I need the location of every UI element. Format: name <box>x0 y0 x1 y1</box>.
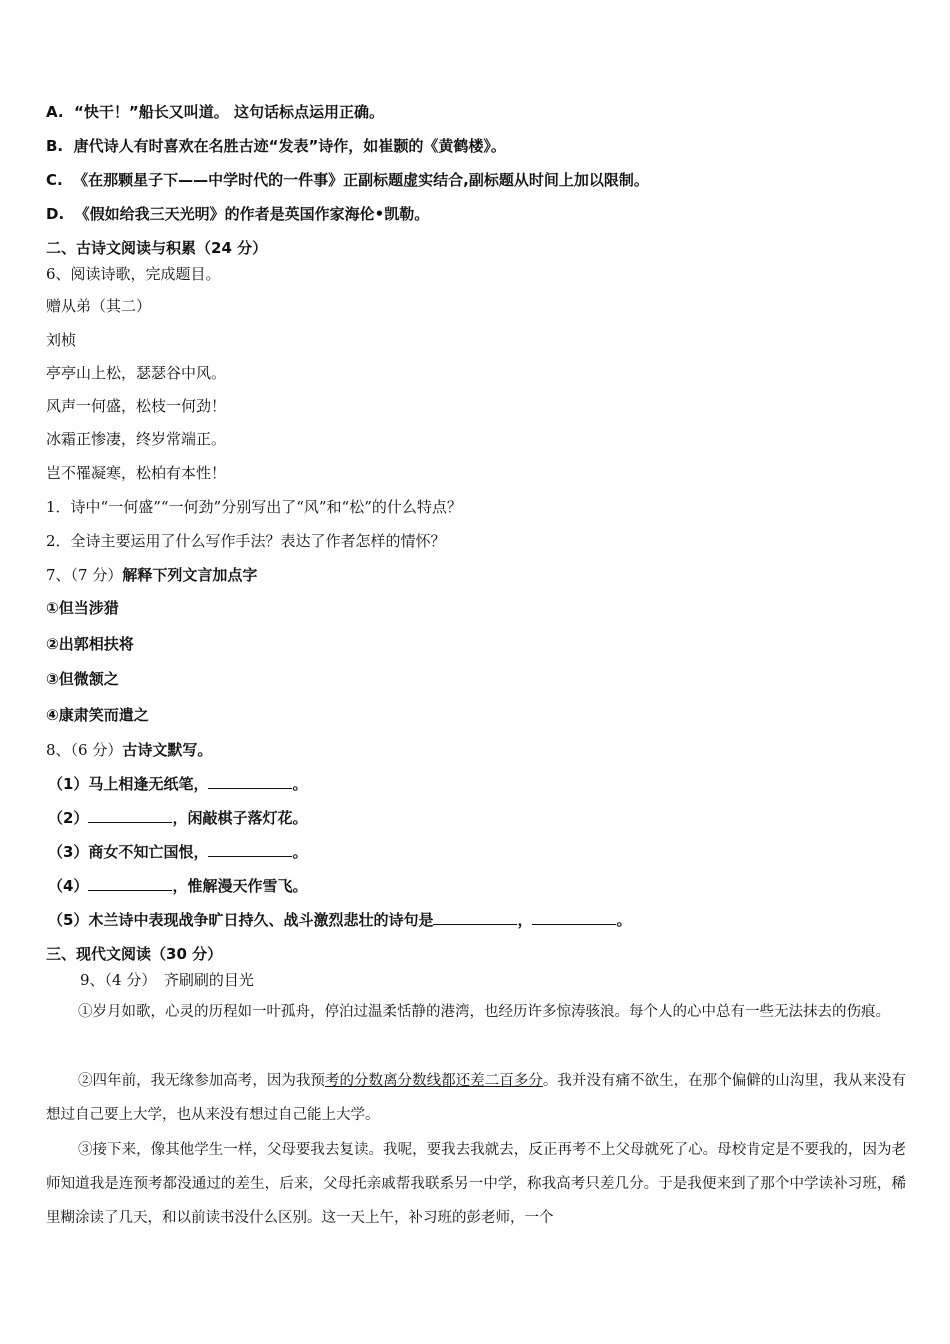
poem-line: 风声一何盛，松枝一何劲！ <box>46 397 227 415</box>
answer-blank <box>433 910 517 925</box>
q8-text: ， <box>517 911 533 929</box>
q8-text: （2） <box>48 809 89 827</box>
option-c <box>46 170 649 190</box>
section-heading-3: 三、现代文阅读（30 分） <box>46 945 223 963</box>
q8-title: 古诗文默写。 <box>122 741 213 759</box>
poem-line: 亭亭山上松，瑟瑟谷中风。 <box>46 364 227 382</box>
answer-blank <box>88 876 172 891</box>
q7-title: 解释下列文言加点字 <box>122 566 258 584</box>
q6-prompt: 6、阅读诗歌，完成题目。 <box>46 265 221 283</box>
section-heading-2: 二、古诗文阅读与积累（24 分） <box>46 239 268 257</box>
q6-question: 1．诗中“一何盛”“一何劲”分别写出了“风”和“松”的什么特点？ <box>46 498 462 516</box>
poem-author: 刘桢 <box>46 331 77 349</box>
passage-paragraph-1: ①岁月如歌，心灵的历程如一叶孤舟，停泊过温柔恬静的港湾，也经历许多惊涛骇浪。每个人的心中总有一些无法抹去的伤痕。 <box>78 1004 890 1020</box>
option-text: “快干！”船长又叫道。 这句话标点运用正确。 <box>74 103 384 121</box>
option-letter: B. <box>46 137 64 155</box>
q8-item-4 <box>48 876 307 896</box>
q8-prefix: 8、（6 分） <box>46 741 123 759</box>
q8-text: （1）马上相逢无纸笔， <box>48 775 209 793</box>
option-letter: C. <box>46 171 63 189</box>
q7-item: ①但当涉猎 <box>46 599 119 617</box>
q6-question: 2．全诗主要运用了什么写作手法？表达了作者怎样的情怀？ <box>46 532 446 550</box>
q8-text: 。 <box>292 775 308 793</box>
poem-title: 赠从弟（其二） <box>46 297 152 315</box>
answer-blank <box>208 842 292 857</box>
option-text: 唐代诗人有时喜欢在名胜古迹“发表”诗作，如崔颢的《黄鹤楼》。 <box>73 137 506 155</box>
q8-item-1 <box>48 774 307 794</box>
q7-item: ④康肃笑而遣之 <box>46 706 149 724</box>
answer-blank <box>208 774 292 789</box>
q8-text: （4） <box>48 877 89 895</box>
option-text: 《在那颗星子下——中学时代的一件事》正副标题虚实结合,副标题从时间上加以限制。 <box>73 171 649 189</box>
option-letter: A. <box>46 103 64 121</box>
underlined-phrase: 考的分数离分数线都还差二百多分 <box>324 1073 543 1089</box>
q7-item: ③但微颔之 <box>46 670 119 688</box>
option-d <box>46 204 429 224</box>
option-a <box>46 102 384 122</box>
q8-text: ，闲敲棋子落灯花。 <box>172 809 308 827</box>
passage-paragraph-3: ③接下来，像其他学生一样，父母要我去复读。我呢，要我去我就去，反正再考不上父母就死了心。母校肯定是不要我的，因为老师知道我是连预考都没通过的差生，后来，父母托亲戚帮我联系另一中学，称我高考只差几分。于是我便来到了那个中学读补习班，稀里糊涂读了几天，和以前读书没什么区别。这一天上午，补习班的彭老师，一个 <box>46 1142 906 1226</box>
q8-text: 。 <box>616 911 632 929</box>
q8-text: 。 <box>292 843 308 861</box>
q8-text: ，惟解漫天作雪飞。 <box>172 877 308 895</box>
q7-heading <box>46 565 257 585</box>
option-text: 《假如给我三天光明》的作者是英国作家海伦•凯勒。 <box>74 205 430 223</box>
passage-paragraph-2 <box>46 1064 906 1132</box>
option-letter: D. <box>46 205 65 223</box>
passage-text: 。我并没有痛不欲生，在那个偏僻的山沟里，我从来没有想过自己要上大学，也从来没有想过自己能上大学。 <box>46 1073 907 1123</box>
option-b <box>46 136 506 156</box>
q7-item: ②出郭相扶将 <box>46 635 134 653</box>
q8-text: （3）商女不知亡国恨， <box>48 843 209 861</box>
poem-line: 冰霜正惨凄，终岁常端正。 <box>46 430 227 448</box>
q9-heading: 9、（4 分） 齐刷刷的目光 <box>80 971 254 989</box>
q8-item-5 <box>48 910 631 930</box>
answer-blank <box>532 910 616 925</box>
passage-text: ②四年前，我无缘参加高考，因为我预 <box>78 1073 325 1089</box>
poem-line: 岂不罹凝寒，松柏有本性！ <box>46 464 227 482</box>
q8-text: （5）木兰诗中表现战争旷日持久、战斗激烈悲壮的诗句是 <box>48 911 434 929</box>
q8-item-2 <box>48 808 307 828</box>
q8-heading <box>46 740 212 760</box>
q7-prefix: 7、（7 分） <box>46 566 123 584</box>
answer-blank <box>88 808 172 823</box>
q8-item-3 <box>48 842 307 862</box>
